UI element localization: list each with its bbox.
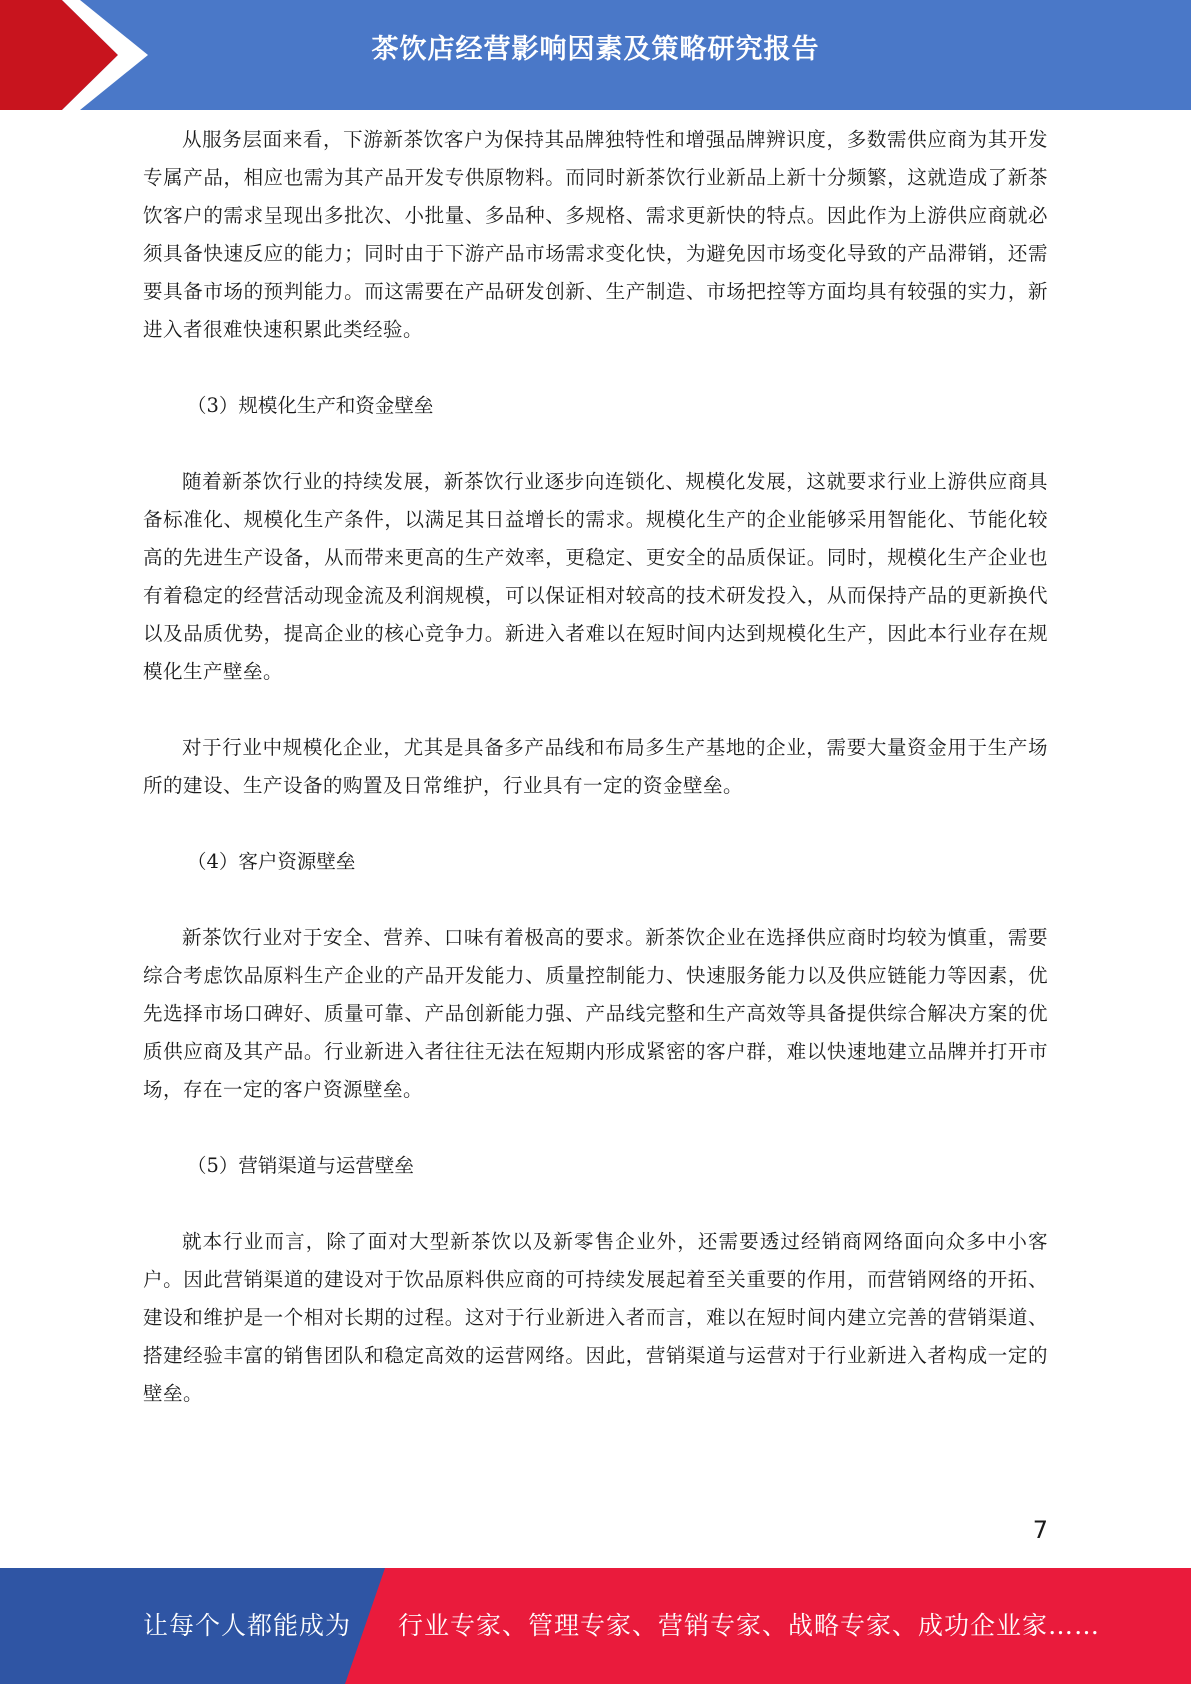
paragraph-service-level: 从服务层面来看，下游新茶饮客户为保持其品牌独特性和增强品牌辨识度，多数需供应商为其开发专属产品，相应也需为其产品开发专供原物料。而同时新茶饮行业新品上新十分频繁，这就造成了新茶饮客户的需求呈现出多批次、小批量、多品种、多规格、需求更新快的特点。因此作为上游供应商就必须具备快速反应的能力；同时由于下游产品市场需求变化快，为避免因市场变化导致的产品滞销，还需要具备市场的预判能力。而这需要在产品研发创新、生产制造、市场把控等方面均具有较强的实力，新进入者很难快速积累此类经验。 — [143, 128, 1048, 341]
page-footer — [0, 1568, 1191, 1684]
footer-slogan-right: 行业专家、管理专家、营销专家、战略专家、成功企业家…… — [398, 1611, 1101, 1640]
paragraph-capital-barrier: 对于行业中规模化企业，尤其是具备多产品线和布局多生产基地的企业，需要大量资金用于生产场所的建设、生产设备的购置及日常维护，行业具有一定的资金壁垒。 — [143, 736, 1048, 797]
page-header — [0, 0, 1191, 110]
paragraph-marketing-channels: 就本行业而言，除了面对大型新茶饮以及新零售企业外，还需要透过经销商网络面向众多中小客户。因此营销渠道的建设对于饮品原料供应商的可持续发展起着至关重要的作用，而营销网络的开拓、建设和维护是一个相对长期的过程。这对于行业新进入者而言，难以在短时间内建立完善的营销渠道、搭建经验丰富的销售团队和稳定高效的运营网络。因此，营销渠道与运营对于行业新进入者构成一定的壁垒。 — [143, 1230, 1048, 1405]
page-number: 7 — [1032, 1516, 1048, 1544]
section-heading-5: （5）营销渠道与运营壁垒 — [187, 1154, 414, 1177]
paragraph-scale-production: 随着新茶饮行业的持续发展，新茶饮行业逐步向连锁化、规模化发展，这就要求行业上游供应商具备标准化、规模化生产条件，以满足其日益增长的需求。规模化生产的企业能够采用智能化、节能化较高的先进生产设备，从而带来更高的生产效率，更稳定、更安全的品质保证。同时，规模化生产企业也有着稳定的经营活动现金流及利润规模，可以保证相对较高的技术研发投入，从而保持产品的更新换代以及品质优势，提高企业的核心竞争力。新进入者难以在短时间内达到规模化生产，因此本行业存在规模化生产壁垒。 — [143, 470, 1048, 683]
section-heading-4: （4）客户资源壁垒 — [187, 850, 356, 873]
document-body — [143, 121, 1048, 1413]
footer-slogan-left: 让每个人都能成为 — [143, 1611, 352, 1640]
section-heading-3: （3）规模化生产和资金壁垒 — [187, 394, 434, 417]
report-title: 茶饮店经营影响因素及策略研究报告 — [371, 34, 820, 65]
paragraph-customer-resources: 新茶饮行业对于安全、营养、口味有着极高的要求。新茶饮企业在选择供应商时均较为慎重，需要综合考虑饮品原料生产企业的产品开发能力、质量控制能力、快速服务能力以及供应链能力等因素，优先选择市场口碑好、质量可靠、产品创新能力强、产品线完整和生产高效等具备提供综合解决方案的优质供应商及其产品。行业新进入者往往无法在短期内形成紧密的客户群，难以快速地建立品牌并打开市场，存在一定的客户资源壁垒。 — [143, 926, 1048, 1101]
